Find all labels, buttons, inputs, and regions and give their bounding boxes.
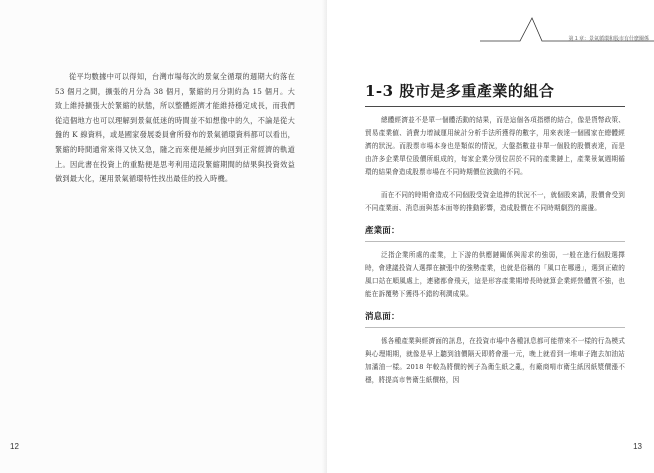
right-page-body xyxy=(365,114,625,397)
subheading-rule xyxy=(365,241,625,242)
left-page-body xyxy=(55,70,295,187)
left-paragraph: 從平均數據中可以得知，台灣市場每次的景氣全循環的週期大約落在 53 個月之間，擴張的月分為 38 個月，緊縮的月分則約為 15 個月。大致上維持擴張大於緊縮的狀態，所以整體經濟才能維持穩定成長，而我們從這個地方也可以理解到景氣低迷的時間並不如想像中的久，不論是從大盤的 K 線資料，或是國家發展委員會所發布的景氣循環資料都可以看出，緊縮的時間通常來得又快又急，隨之而來便是緩步向回到正常經濟的軌道上。因此書在投資上的重點便是思考利用這段緊縮期間的結果與投資效益做到最大化，運用景氣循環特性找出最佳的投入時機。 xyxy=(55,72,295,184)
intro-paragraph-1: 總體經濟並不是單一個體活動的結果，而是這個各項指標的結合，像是貨幣政策、貿易產業値、消費力增減運用統計分析手法所獲得的數字，用來表達一個國家在總體經濟的狀況。而股票市場本身也是類似的情況，大盤指數並非單一個股的股價表達，而是由許多企業單位股價所組成的，每家企業分別位居於不同的產業鏈上，產業景氣週期循環的結果會造成股票市場在不同時期價位波動的不同。 xyxy=(365,116,625,176)
intro-paragraph-2: 而在不同的時期會造成不同個股受資金追捧的狀況不一，就個股來講，股價會受到不同產業面、消息面與基本面等的推動影響，造成股價在不同時期劇烈的震盪。 xyxy=(365,191,625,212)
news-paragraph: 係各種產業與經濟面的訊息，在投資市場中各種訊息都可能帶來不一樣的行為模式與心理期期，就像是早上聽到油價隔天即將會漲一元，晚上就看到一堆車子跑去加油站加滿油一樣。2018 年較為將價的例子為衛生紙之亂，有廠商啃市衛生紙因紙漿價漲不穩，將提高市售衛生紙價格，因 xyxy=(365,337,625,384)
subheading-news: 消息面： xyxy=(365,312,400,322)
section-title: 1-3 股市是多重產業的組合 xyxy=(365,80,625,107)
page-number-right: 13 xyxy=(633,442,642,451)
chapter-header: 第 1 章：景氣循環和股市有什麼關係 xyxy=(568,36,649,42)
subheading-rule xyxy=(365,327,625,328)
subheading-industry: 產業面： xyxy=(365,226,400,236)
industry-paragraph: 泛指企業所處的產業，上下游的供應鏈關係與需求的強弱，一般在進行個股選擇時，會建議投資人選擇在擴張中的強勢產業，也就是俗稱的「風口在哪邊」，選到正確的風口站在順風處上，連豬都會飛天，這是形容產業期增長時就算企業經營體質不強，也能在訴覆勢下獲得不錯的利潤成果。 xyxy=(365,251,625,298)
page-number-left: 12 xyxy=(10,442,19,451)
